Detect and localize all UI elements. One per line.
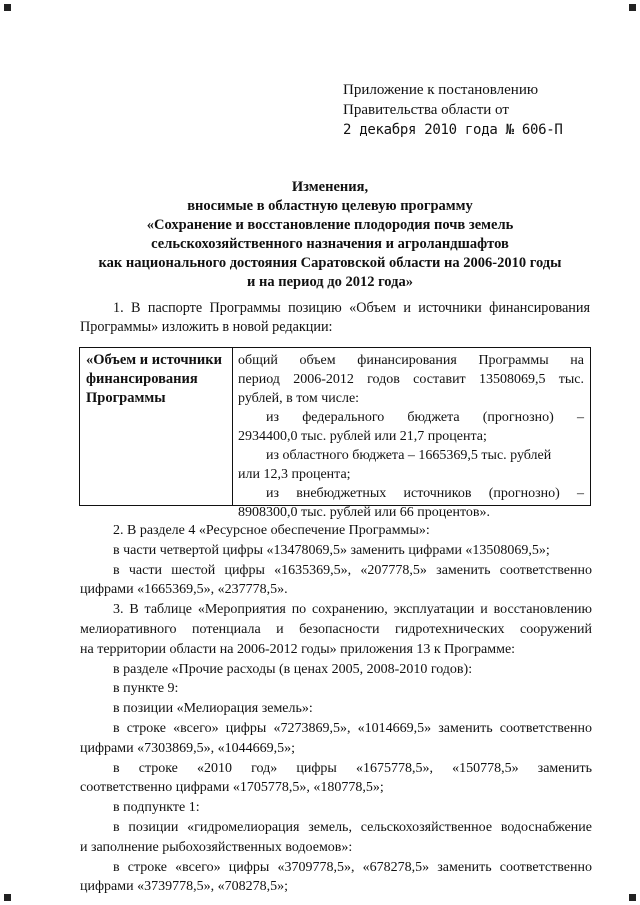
- passport-table: [79, 347, 591, 520]
- text-line: общий объем финансирования Программы на: [238, 353, 584, 368]
- text-line: в разделе «Прочие расходы (в ценах 2005, 2008-2010 годов):: [113, 661, 473, 677]
- text-line: 8908300,0 тыс. рублей или 66 процентов».: [238, 505, 491, 520]
- text-line: в позиции «гидромелиорация земель, сельскохозяйственное водоснабжение: [113, 819, 592, 835]
- text-line: 3. В таблице «Мероприятия по сохранению, эксплуатации и восстановлению: [113, 602, 592, 618]
- text-line: цифрами «3739778,5», «708278,5»;: [80, 879, 289, 895]
- text-line: финансирования: [86, 371, 198, 387]
- text-line: период 2006-2012 годов составит 13508069,5 тыс.: [238, 372, 584, 387]
- title-line: сельскохозяйственного назначения и агроландшафтов: [151, 236, 509, 252]
- text-line: из внебюджетных источников (прогнозно) –: [266, 486, 584, 501]
- text-line: в строке «всего» цифры «3709778,5», «678278,5» заменить соответственно: [113, 859, 592, 875]
- title-line: вносимые в областную целевую программу: [187, 198, 473, 214]
- title-line: «Сохранение и восстановление плодородия почв земель: [146, 217, 514, 233]
- text-line: или 12,3 процента;: [238, 467, 351, 482]
- text-line: в пункте 9:: [113, 681, 179, 697]
- text-line: из федерального бюджета (прогнозно) –: [266, 410, 584, 425]
- text-line: 2. В разделе 4 «Ресурсное обеспечение Программы»:: [113, 523, 430, 538]
- text-line: 1. В паспорте Программы позицию «Объем и источники финансирования: [113, 300, 590, 316]
- text-line: в строке «всего» цифры «7273869,5», «1014669,5» заменить соответственно: [113, 720, 592, 736]
- appendix-header: [343, 80, 623, 140]
- text-line: в строке «2010 год» цифры «1675778,5», «150778,5» заменить: [113, 760, 592, 776]
- text-line: мелиоративного потенциала и безопасности гидротехнических сооружений: [80, 621, 592, 637]
- corner-mark: [629, 4, 636, 11]
- text-line: на территории области на 2006-2012 годы» приложения 13 к Программе:: [80, 641, 516, 657]
- appendix-line: Правительства области от: [343, 102, 509, 118]
- title-line: Изменения,: [291, 179, 369, 195]
- appendix-date-line: 2 декабря 2010 года № 606-П: [343, 122, 563, 138]
- corner-mark: [4, 4, 11, 11]
- text-line: из областного бюджета – 1665369,5 тыс. рублей: [266, 448, 552, 463]
- text-line: соответственно цифрами «1705778,5», «180778,5»;: [80, 780, 384, 796]
- text-line: в подпункте 1:: [113, 800, 200, 816]
- table-left-cell: [86, 351, 226, 408]
- text-line: в части шестой цифры «1635369,5», «207778,5» заменить соответственно: [113, 562, 592, 578]
- corner-mark: [629, 894, 636, 901]
- text-line: цифрами «7303869,5», «1044669,5»;: [80, 740, 296, 756]
- title-line: как национального достояния Саратовской области на 2006-2010 годы: [98, 255, 562, 271]
- text-line: в позиции «Мелиорация земель»:: [113, 701, 313, 717]
- text-line: Программы» изложить в новой редакции:: [80, 319, 333, 335]
- table-right-cell: [238, 351, 584, 522]
- title-line: и на период до 2012 года»: [247, 274, 413, 290]
- text-line: Программы: [86, 390, 166, 406]
- corner-mark: [4, 894, 11, 901]
- text-line: цифрами «1665369,5», «237778,5».: [80, 582, 288, 598]
- table-divider: [232, 348, 233, 505]
- text-line: в части четвертой цифры «13478069,5» заменить цифрами «13508069,5»;: [113, 542, 550, 558]
- text-line: 2934400,0 тыс. рублей или 21,7 процента;: [238, 429, 487, 444]
- text-line: рублей, в том числе:: [238, 391, 360, 406]
- text-line: «Объем и источники: [86, 352, 222, 368]
- text-line: и заполнение рыбохозяйственных водоемов»:: [80, 839, 353, 855]
- document-title: [60, 178, 600, 292]
- appendix-line: Приложение к постановлению: [343, 82, 539, 98]
- amendments-body: [80, 521, 592, 897]
- paragraph-1: [80, 299, 590, 337]
